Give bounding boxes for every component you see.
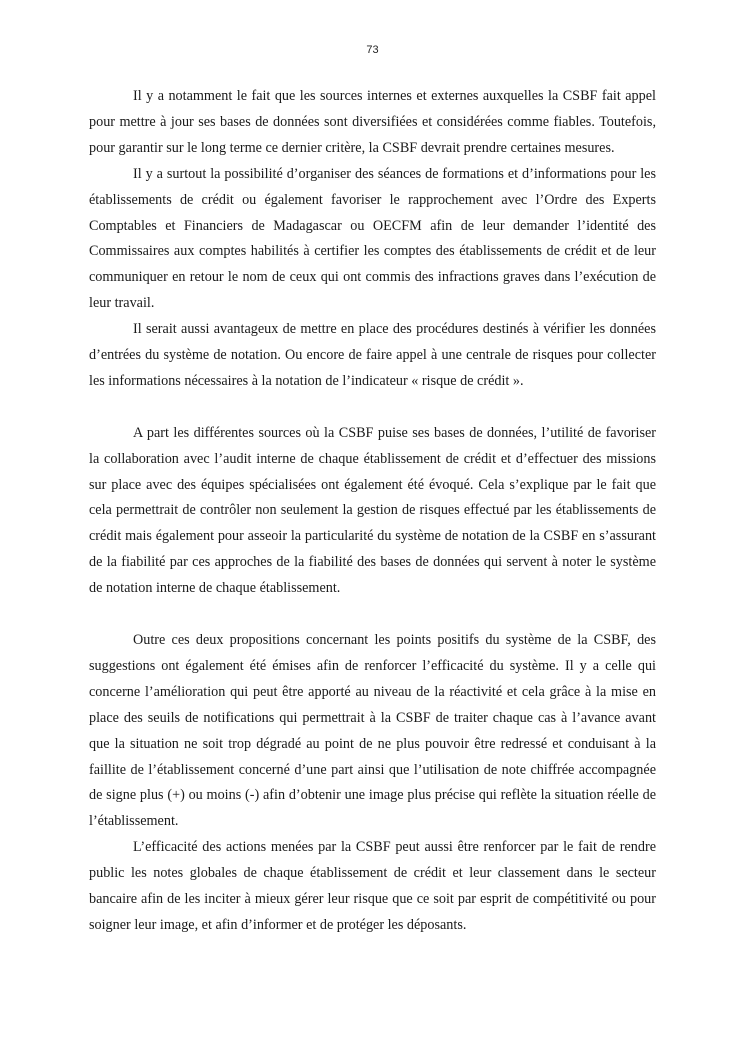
paragraph: Il y a surtout la possibilité d’organiser des séances de formations et d’informations pour les établissements de crédit ou également favoriser le rapprochement avec l’Ordre des Experts Comptables et Financiers de Madagascar ou OECFM afin de leur demander l’identité des Commissaires aux comptes habilités à certifier les comptes des établissements de crédit et de leur communiquer en retour le nom de ceux qui ont commis des infractions graves dans l’exécution de leur travail. bbox=[89, 165, 656, 312]
page-number: 73 bbox=[366, 44, 379, 56]
paragraph: L’efficacité des actions menées par la CSBF peut aussi être renforcer par le fait de rendre public les notes globales de chaque établissement de crédit et leur classement dans le secteur bancaire afin de les inciter à mieux gérer leur risque que ce soit par esprit de compétitivité ou pour soigner leur image, et afin d’informer et de protéger les déposants. bbox=[89, 839, 656, 933]
paragraph: A part les différentes sources où la CSBF puise ses bases de données, l’utilité de favoriser la collaboration avec l’audit interne de chaque établissement de crédit et d’effectuer des missions sur place avec des équipes spécialisées ont également été évoqué. Cela s’explique par le fait que cela permettrait de contrôler non seulement la gestion de risques effectué par les établissements de crédit mais également pour asseoir la particularité du système de notation de la CSBF en s’assurant de la fiabilité par ces approches de la fiabilité des bases de données qui servent à noter le système de notation interne de chaque établissement. bbox=[89, 424, 656, 597]
paragraph: Il y a notamment le fait que les sources internes et externes auxquelles la CSBF fait appel pour mettre à jour ses bases de données sont diversifiées et considérées comme fiables. Toutefois, pour garantir sur le long terme ce dernier critère, la CSBF devrait prendre certaines mesures. bbox=[89, 88, 656, 156]
paragraph: Outre ces deux propositions concernant les points positifs du système de la CSBF, des suggestions ont également été émises afin de renforcer l’efficacité du système. Il y a celle qui concerne l’amélioration qui peut être apporté au niveau de la réactivité et cela grâce à la mise en place des seuils de notifications qui permettrait à la CSBF de traiter chaque cas à l’avance avant que la situation ne soit trop dégradé au point de ne plus pouvoir être redressé et conduisant à la faillite de l’établissement concerné d’une part ainsi que l’utilisation de note chiffrée accompagnée de signe plus (+) ou moins (-) afin d’obtenir une image plus précise qui reflète la situation réelle de l’établissement. bbox=[89, 632, 656, 830]
paragraph: Il serait aussi avantageux de mettre en place des procédures destinés à vérifier les données d’entrées du système de notation. Ou encore de faire appel à une centrale de risques pour collecter les informations nécessaires à la notation de l’indicateur « risque de crédit ». bbox=[89, 321, 656, 389]
body-text bbox=[89, 84, 656, 939]
